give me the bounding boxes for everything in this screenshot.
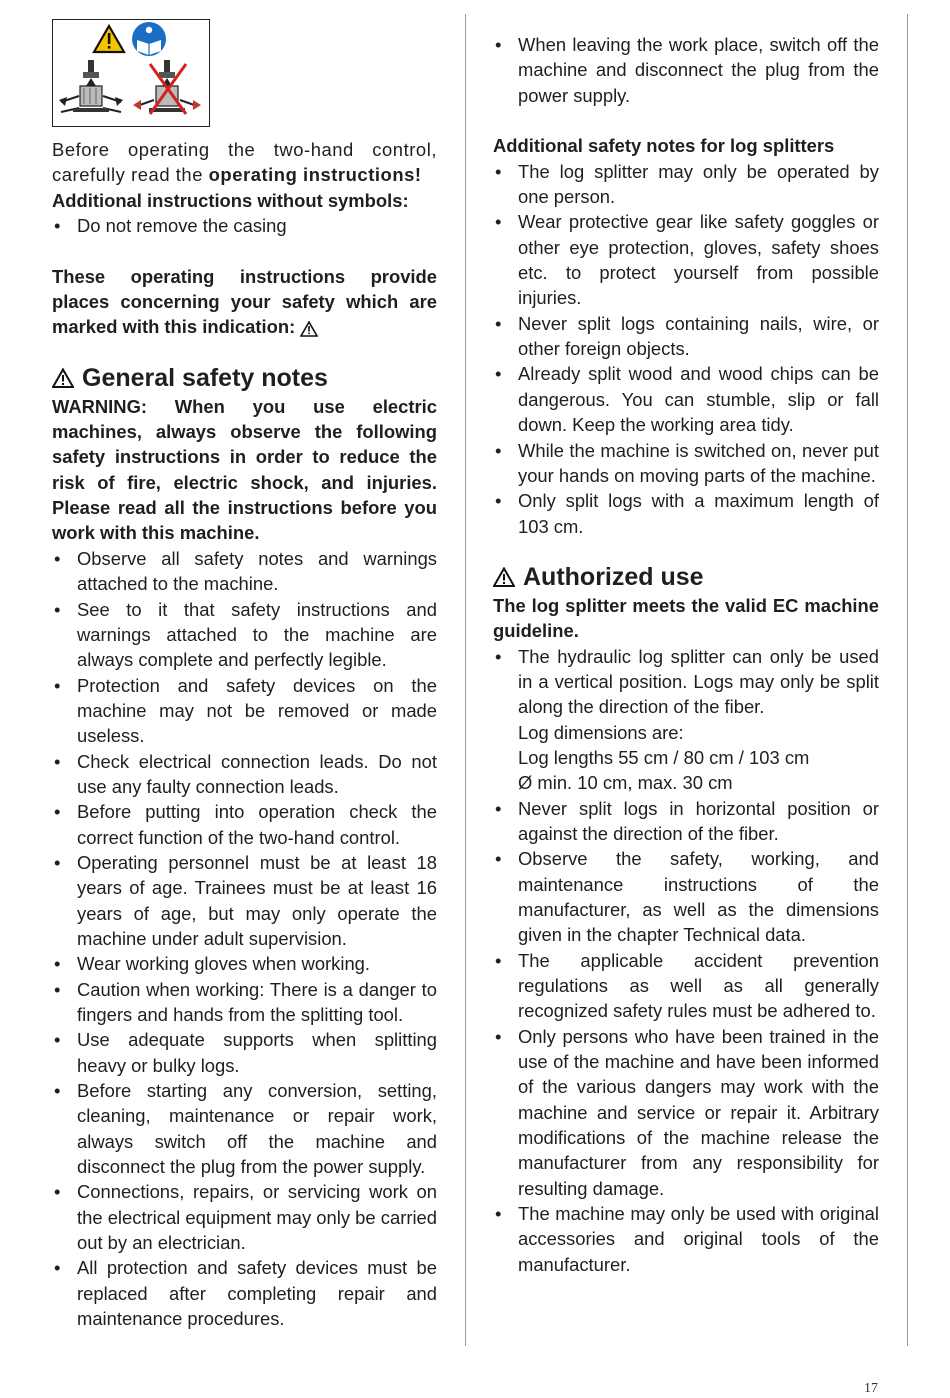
list-item: • Caution when working: There is a danger to fingers and hands from the splitting tool. bbox=[52, 977, 437, 1028]
safety-symbol-panel bbox=[52, 19, 210, 127]
warning-triangle-icon bbox=[493, 567, 515, 587]
authorized-use-heading bbox=[493, 561, 879, 593]
list-item: • Never split logs in horizontal position or against the direction of the fiber. bbox=[493, 796, 879, 847]
list-item: • Wear working gloves when working. bbox=[52, 951, 437, 976]
authorized-use-list bbox=[493, 644, 879, 1278]
list-item: • Operating personnel must be at least 18 years of age. Trainees must be at least 16 years of age, but may only operate the machine under adult supervision. bbox=[52, 850, 437, 951]
column-divider bbox=[465, 14, 466, 1346]
right-margin-rule bbox=[907, 14, 908, 1346]
list-item: • See to it that safety instructions and warnings attached to the machine are always complete and perfectly legible. bbox=[52, 597, 437, 673]
list-item: • Already split wood and wood chips can be dangerous. You can stumble, slip or fall down. Keep the working area tidy. bbox=[493, 361, 879, 437]
authorized-first-text: • The hydraulic log splitter can only be used in a vertical position. Logs may only be split along the direction of the fiber. bbox=[518, 645, 879, 718]
authorized-use-title: Authorized use bbox=[523, 562, 704, 591]
log-diameter: Ø min. 10 cm, max. 30 cm bbox=[518, 772, 733, 794]
list-item: • Do not remove the casing bbox=[52, 213, 437, 238]
list-item: • Observe all safety notes and warnings attached to the machine. bbox=[52, 546, 437, 597]
log-splitter-forbidden-icon bbox=[133, 60, 201, 114]
list-item: • Before putting into operation check the correct function of the two-hand control. bbox=[52, 799, 437, 850]
general-safety-list bbox=[52, 546, 437, 1332]
leaving-workplace-list bbox=[493, 32, 879, 108]
list-item: • Never split logs containing nails, wire, or other foreign objects. bbox=[493, 311, 879, 362]
additional-instructions-list bbox=[52, 213, 437, 238]
log-splitter-allowed-icon bbox=[59, 60, 123, 112]
list-item: • Use adequate supports when splitting heavy or bulky logs. bbox=[52, 1027, 437, 1078]
log-lengths: Log lengths 55 cm / 80 cm / 103 cm bbox=[518, 746, 810, 768]
right-column bbox=[493, 0, 879, 1277]
list-item: • The applicable accident prevention regulations as well as all generally recognized safety rules must be adhered to. bbox=[493, 948, 879, 1024]
list-item: • Before starting any conversion, setting, cleaning, maintenance or repair work, always switch off the machine and disconnect the plug from the power supply. bbox=[52, 1078, 437, 1179]
list-item: • The machine may only be used with original accessories and original tools of the manufacturer. bbox=[493, 1201, 879, 1277]
warning-triangle-icon bbox=[52, 368, 74, 388]
list-item: • All protection and safety devices must be replaced after completing repair and maintenance procedures. bbox=[52, 1255, 437, 1331]
read-manual-icon bbox=[132, 22, 166, 56]
list-item: • Wear protective gear like safety goggles or other eye protection, gloves, safety shoes etc. to protect yourself from possible injuries. bbox=[493, 209, 879, 310]
log-splitter-safety-heading: Additional safety notes for log splitters bbox=[493, 135, 835, 157]
list-item: • Check electrical connection leads. Do not use any faulty connection leads. bbox=[52, 749, 437, 800]
intro-text: Before operating the two-hand control, carefully read the bbox=[52, 139, 437, 186]
list-item: • Only split logs with a maximum length of 103 cm. bbox=[493, 488, 879, 539]
left-column bbox=[52, 0, 437, 1331]
log-splitter-safety-list bbox=[493, 159, 879, 539]
safety-indication-paragraph bbox=[52, 264, 437, 340]
list-item: • Protection and safety devices on the machine may not be removed or made useless. bbox=[52, 673, 437, 749]
list-item: • Observe the safety, working, and maintenance instructions of the manufacturer, as well as the dimensions given in the chapter Technical data. bbox=[493, 846, 879, 947]
list-item: • While the machine is switched on, never put your hands on moving parts of the machine. bbox=[493, 438, 879, 489]
authorized-intro: The log splitter meets the valid EC machine guideline. bbox=[493, 594, 879, 642]
warning-paragraph: WARNING: When you use electric machines, always observe the following safety instructions in order to reduce the risk of fire, electric shock, and injuries. Please read all the instructions before you work with this machine. bbox=[52, 395, 437, 544]
log-dimensions-label: Log dimensions are: bbox=[518, 721, 684, 743]
general-safety-heading bbox=[52, 362, 437, 394]
intro-bold-text: operating instructions! bbox=[208, 164, 422, 186]
intro-paragraph bbox=[52, 137, 437, 188]
page-number: 17 bbox=[864, 1381, 878, 1396]
additional-instructions-heading: Additional instructions without symbols: bbox=[52, 189, 409, 211]
warning-triangle-icon bbox=[94, 26, 124, 52]
safety-indication-text: These operating instructions provide places concerning your safety which are marked with this indication: bbox=[52, 265, 437, 338]
general-safety-title: General safety notes bbox=[82, 363, 328, 392]
list-item: • When leaving the work place, switch off the machine and disconnect the plug from the power supply. bbox=[493, 32, 879, 108]
list-item: • The log splitter may only be operated by one person. bbox=[493, 159, 879, 210]
warning-triangle-icon bbox=[300, 321, 318, 337]
list-item bbox=[493, 644, 879, 796]
list-item: • Connections, repairs, or servicing work on the electrical equipment may only be carried out by an electrician. bbox=[52, 1179, 437, 1255]
list-item: • Only persons who have been trained in the use of the machine and have been informed of the various dangers may work with the machine and service or repair it. Arbitrary modifications of the machine release the manufacturer from any responsibility for resulting damage. bbox=[493, 1024, 879, 1201]
